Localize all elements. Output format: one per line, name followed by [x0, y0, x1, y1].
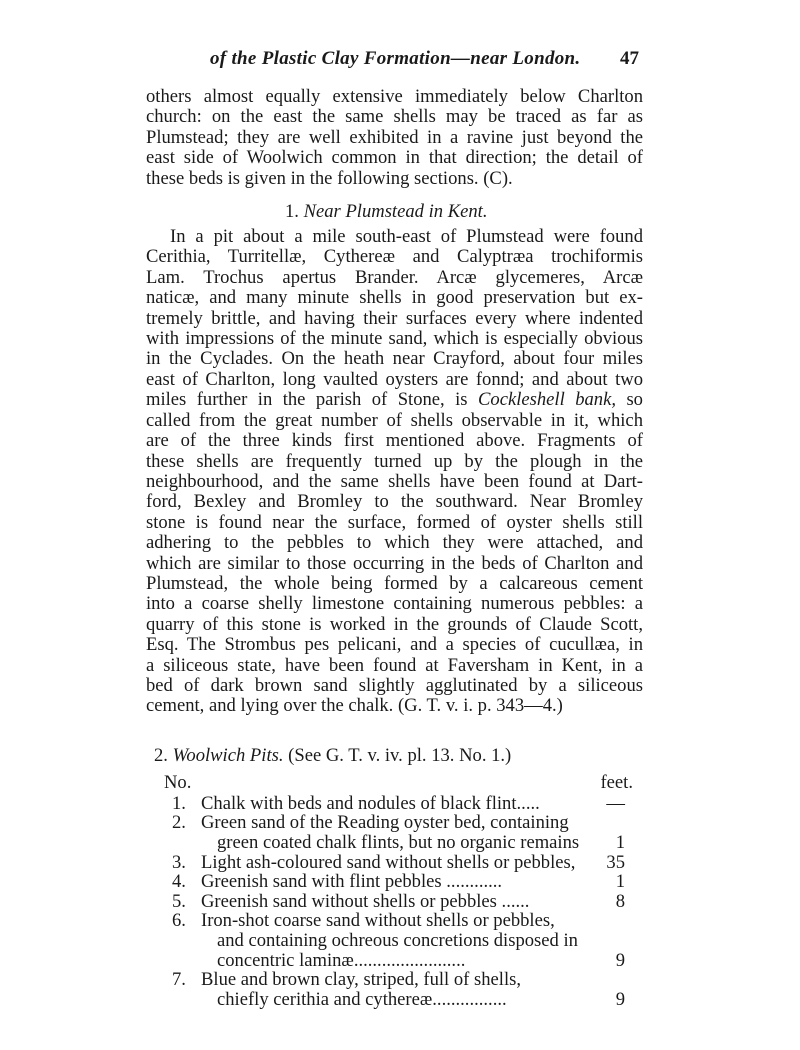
row-line: Iron-shot coarse sand without shells or pebbles,	[201, 910, 555, 932]
text-line: In a pit about a mile south-east of Plumstead were found	[170, 226, 643, 248]
row-line: chiefly cerithia and cythereæ................	[217, 988, 507, 1010]
row-description	[201, 813, 595, 852]
text-line: tremely brittle, and having their surfaces every where indented	[146, 307, 643, 329]
row-description	[201, 911, 595, 970]
text-line: east of Charlton, long vaulted oysters are fonnd; and about two	[146, 368, 643, 390]
section-number: 1.	[285, 201, 299, 223]
text-line: called from the great number of shells observable in it, which	[146, 409, 643, 431]
row-feet: 9	[615, 949, 625, 971]
row-number: 3.	[172, 851, 186, 873]
text-line: a siliceous state, have been found at Faversham in Kent, in a	[146, 654, 643, 676]
text-line: cement, and lying over the chalk. (G. T. v. i. p. 343—4.)	[146, 695, 563, 717]
text-line: stone is found near the surface, formed of oyster shells still	[146, 511, 643, 533]
italic-phrase: Cockleshell bank,	[478, 389, 616, 411]
text-line-mixed	[146, 390, 643, 410]
text-line: east side of Woolwich common in that direction; the detail of	[146, 147, 643, 169]
text-line: into a coarse shelly limestone containing numerous pebbles: a	[146, 593, 643, 615]
table-row	[146, 794, 643, 814]
table-row	[146, 853, 643, 873]
row-line: Greenish sand without shells or pebbles ......	[201, 890, 530, 912]
row-description	[201, 970, 595, 1009]
text-line: Plumstead, the whole being formed by a calcareous cement	[146, 572, 643, 594]
table-row	[146, 892, 643, 912]
row-number: 2.	[172, 812, 186, 834]
section-number: 2.	[154, 744, 168, 766]
row-line: Greenish sand with flint pebbles ............	[201, 871, 503, 893]
table-header	[146, 771, 643, 794]
text-line: adhering to the pebbles to which they were attached, and	[146, 532, 643, 554]
row-description	[201, 872, 595, 892]
text-line: are of the three kinds first mentioned above. Fragments of	[146, 430, 643, 452]
text-line: others almost equally extensive immediately below Charlton	[146, 86, 643, 107]
text-line: church: on the east the same shells may be traced as far as	[146, 106, 643, 128]
row-description	[201, 853, 595, 873]
row-feet: 1	[615, 831, 625, 853]
page-body	[146, 87, 643, 1009]
table-row	[146, 911, 643, 970]
text-line: Plumstead; they are well exhibited in a ravine just beyond the	[146, 126, 643, 148]
row-number: 1.	[172, 792, 186, 814]
text-line: in the Cyclades. On the heath near Crayford, about four miles	[146, 348, 643, 370]
strata-table	[146, 771, 643, 1010]
row-line: green coated chalk flints, but no organic remains	[217, 831, 580, 853]
text-line: quarry of this stone is worked in the grounds of Claude Scott,	[146, 613, 643, 635]
row-line: and containing ochreous concretions disposed in	[217, 929, 578, 951]
table-row	[146, 970, 643, 1009]
row-feet: 9	[615, 988, 625, 1010]
row-feet: 35	[606, 851, 625, 873]
text-line: which are similar to those occurring in the beds of Charlton and	[146, 552, 643, 574]
row-line: Light ash-coloured sand without shells or pebbles,	[201, 851, 576, 873]
table-row	[146, 872, 643, 892]
page-number: 47	[620, 48, 639, 69]
text-line: bed of dark brown sand slightly agglutinated by a siliceous	[146, 674, 643, 696]
text-fragment: so	[626, 389, 643, 411]
row-line: Blue and brown clay, striped, full of shells,	[201, 969, 521, 991]
text-line: with impressions of the minute sand, which is especially obvious	[146, 328, 643, 350]
section-reference: (See G. T. v. iv. pl. 13. No. 1.)	[288, 744, 512, 766]
table-row	[146, 813, 643, 852]
text-line: ford, Bexley and Bromley to the southward. Near Bromley	[146, 491, 643, 513]
row-number: 7.	[172, 969, 186, 991]
section-title: Near Plumstead in Kent.	[303, 201, 488, 223]
text-line: neighbourhood, and the same shells have been found at Dart-	[146, 470, 643, 492]
section-heading-woolwich	[146, 745, 643, 767]
column-header-feet: feet.	[600, 771, 633, 793]
row-description	[201, 892, 595, 912]
row-line: concentric laminæ........................	[217, 949, 466, 971]
row-feet: —	[606, 792, 625, 814]
running-head	[0, 44, 800, 74]
text-line: Esq. The Strombus pes pelicani, and a species of cucullæa, in	[146, 634, 643, 656]
row-line: Green sand of the Reading oyster bed, containing	[201, 812, 569, 834]
row-number: 5.	[172, 890, 186, 912]
section-title: Woolwich Pits.	[172, 744, 284, 766]
text-line: Cerithia, Turritellæ, Cythereæ and Calyptræa trochiformis	[146, 246, 643, 268]
text-line: these shells are frequently turned up by the plough in the	[146, 450, 643, 472]
text-line: these beds is given in the following sections. (C).	[146, 167, 513, 189]
row-feet: 8	[615, 890, 625, 912]
section-heading-plumstead	[146, 201, 643, 223]
row-number: 6.	[172, 910, 186, 932]
intro-paragraph	[146, 87, 643, 189]
row-description	[201, 794, 595, 814]
plumstead-paragraph	[146, 227, 643, 717]
running-title: of the Plastic Clay Formation—near London.	[210, 48, 581, 69]
text-line: Lam. Trochus apertus Brander. Arcæ glycemeres, Arcæ	[146, 266, 643, 288]
column-header-no: No.	[164, 771, 192, 793]
text-line: naticæ, and many minute shells in good preservation but ex-	[146, 287, 643, 309]
row-number: 4.	[172, 871, 186, 893]
text-fragment: miles further in the parish of Stone, is	[146, 389, 468, 411]
row-line: Chalk with beds and nodules of black flint.....	[201, 792, 540, 814]
row-feet: 1	[615, 871, 625, 893]
